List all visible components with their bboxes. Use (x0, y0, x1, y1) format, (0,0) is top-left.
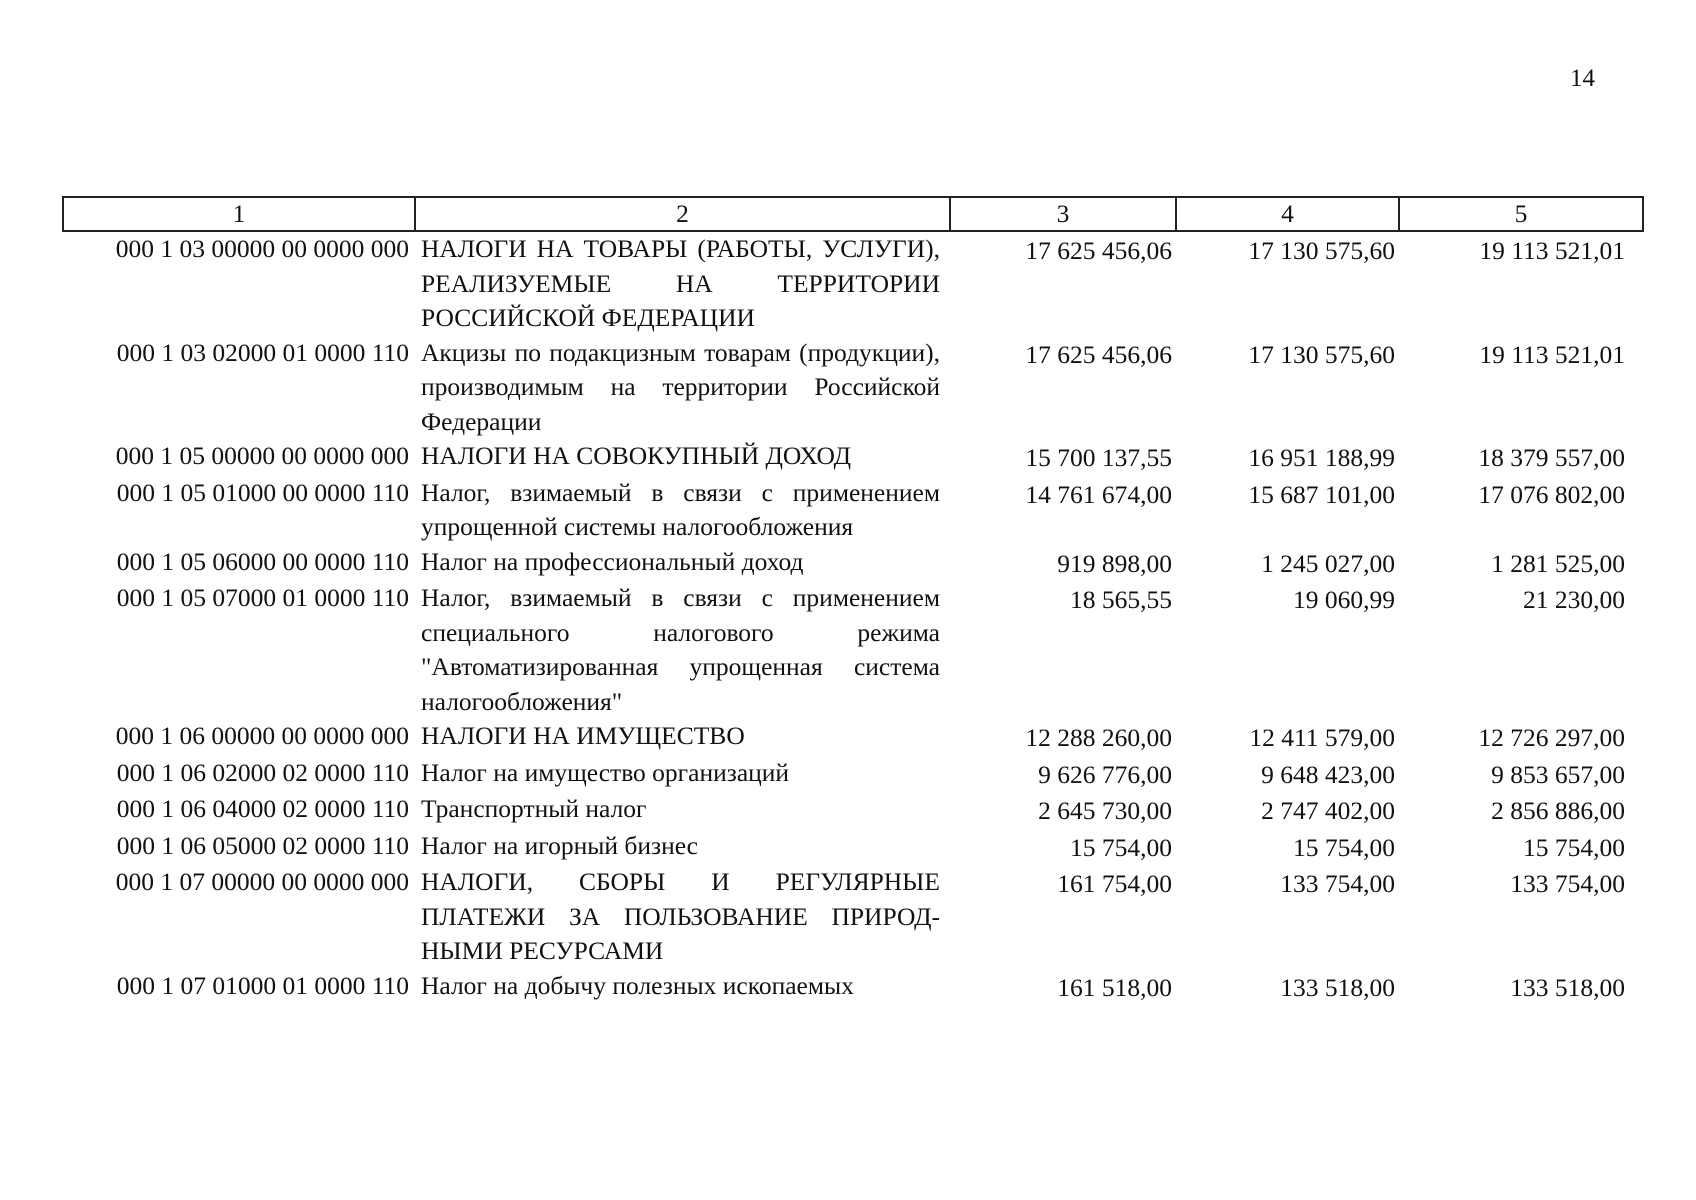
row-value-col3: 14 761 674,00 (1025, 479, 1172, 509)
row-name: Налог на профессиональный доход (421, 546, 804, 576)
row-value-col5: 19 113 521,01 (1479, 236, 1625, 265)
header-col-5: 5 (1399, 197, 1643, 231)
row-code: 000 1 06 05000 02 0000 110 (116, 830, 409, 860)
row-name: Налог, взимаемый в связи с применением упрощенной системы налогообложения (421, 477, 940, 541)
row-value-col3: 161 518,00 (1057, 972, 1172, 1002)
row-value-col5: 21 230,00 (1523, 585, 1625, 614)
row-name: Акцизы по подакцизным товарам (продукции), производимым на территории Российской Федерации (421, 337, 940, 436)
row-code: 000 1 07 00000 00 0000 000 (115, 867, 409, 896)
table-row (63, 476, 1643, 545)
row-code: 000 1 05 06000 00 0000 110 (116, 546, 409, 576)
row-value-col5: 19 113 521,01 (1479, 339, 1625, 369)
row-name: НАЛОГИ, СБОРЫ И РЕГУЛЯРНЫЕ ПЛАТЕЖИ ЗА ПОЛЬЗОВАНИЕ ПРИРОД-НЫМИ РЕСУРСАМИ (421, 867, 940, 965)
row-value-col5: 133 518,00 (1510, 972, 1625, 1002)
table-row (63, 969, 1643, 1006)
row-code: 000 1 06 02000 02 0000 110 (116, 757, 409, 787)
row-code: 000 1 05 01000 00 0000 110 (116, 477, 409, 507)
row-value-col5: 15 754,00 (1523, 832, 1625, 862)
row-value-col4: 17 130 575,60 (1248, 339, 1395, 369)
table-row (63, 829, 1643, 866)
table-row (63, 336, 1643, 440)
row-value-col5: 12 726 297,00 (1478, 723, 1625, 752)
table-row (63, 792, 1643, 829)
row-value-col3: 919 898,00 (1057, 548, 1172, 578)
table-header (63, 197, 1643, 231)
budget-table-container (62, 196, 1642, 1005)
row-value-col4: 15 687 101,00 (1248, 479, 1395, 509)
row-value-col3: 12 288 260,00 (1025, 723, 1172, 752)
row-value-col4: 133 754,00 (1280, 869, 1395, 898)
table-row (63, 719, 1643, 756)
header-col-2: 2 (415, 197, 950, 231)
row-value-col3: 17 625 456,06 (1025, 339, 1172, 369)
row-value-col4: 9 648 423,00 (1261, 759, 1395, 789)
row-value-col4: 15 754,00 (1293, 832, 1395, 862)
row-name: Налог на добычу полезных ископаемых (421, 970, 854, 1000)
row-value-col3: 15 754,00 (1070, 832, 1172, 862)
row-code: 000 1 03 02000 01 0000 110 (116, 337, 409, 367)
row-value-col3: 161 754,00 (1057, 869, 1172, 898)
row-value-col3: 17 625 456,06 (1025, 236, 1172, 265)
row-value-col5: 1 281 525,00 (1491, 548, 1625, 578)
row-value-col5: 9 853 657,00 (1491, 759, 1625, 789)
row-name: НАЛОГИ НА ТОВАРЫ (РАБОТЫ, УСЛУГИ), РЕАЛИЗУЕМЫЕ НА ТЕРРИТОРИИ РОССИЙСКОЙ ФЕДЕРАЦИИ (421, 234, 940, 332)
row-value-col4: 16 951 188,99 (1248, 443, 1395, 472)
table-row (63, 439, 1643, 476)
table-row (63, 581, 1643, 719)
row-code: 000 1 06 04000 02 0000 110 (116, 794, 409, 823)
row-code: 000 1 05 07000 01 0000 110 (116, 583, 409, 612)
table-row (63, 231, 1643, 336)
row-value-col5: 2 856 886,00 (1491, 796, 1625, 825)
row-value-col4: 1 245 027,00 (1261, 548, 1395, 578)
row-name: Налог, взимаемый в связи с применением специального налогового режима "Автоматизированная упрощенная система налогообложения" (421, 583, 940, 716)
row-code: 000 1 06 00000 00 0000 000 (115, 721, 409, 750)
page-number: 14 (1570, 65, 1595, 92)
row-value-col3: 15 700 137,55 (1025, 443, 1172, 472)
row-name: Налог на имущество организаций (421, 757, 790, 787)
row-code: 000 1 05 00000 00 0000 000 (115, 441, 409, 470)
budget-table (62, 196, 1644, 1005)
row-value-col4: 133 518,00 (1280, 972, 1395, 1002)
row-code: 000 1 03 00000 00 0000 000 (115, 234, 409, 263)
row-value-col4: 19 060,99 (1293, 585, 1395, 614)
header-col-1: 1 (63, 197, 415, 231)
row-value-col3: 9 626 776,00 (1038, 759, 1172, 789)
row-name: НАЛОГИ НА СОВОКУПНЫЙ ДОХОД (421, 441, 852, 470)
row-value-col3: 2 645 730,00 (1038, 796, 1172, 825)
row-value-col3: 18 565,55 (1070, 585, 1172, 614)
row-name: Транспортный налог (421, 794, 647, 823)
row-value-col4: 17 130 575,60 (1248, 236, 1395, 265)
table-row (63, 756, 1643, 793)
row-code: 000 1 07 01000 01 0000 110 (116, 970, 409, 1000)
row-value-col5: 18 379 557,00 (1478, 443, 1625, 472)
table-body (63, 231, 1643, 1005)
row-name: Налог на игорный бизнес (421, 830, 698, 860)
row-value-col4: 12 411 579,00 (1249, 723, 1395, 752)
header-col-4: 4 (1176, 197, 1399, 231)
row-value-col5: 17 076 802,00 (1478, 479, 1625, 509)
row-value-col4: 2 747 402,00 (1261, 796, 1395, 825)
row-name: НАЛОГИ НА ИМУЩЕСТВО (421, 721, 745, 750)
header-row (63, 197, 1643, 231)
row-value-col5: 133 754,00 (1510, 869, 1625, 898)
table-row (63, 865, 1643, 969)
table-row (63, 545, 1643, 582)
header-col-3: 3 (950, 197, 1176, 231)
